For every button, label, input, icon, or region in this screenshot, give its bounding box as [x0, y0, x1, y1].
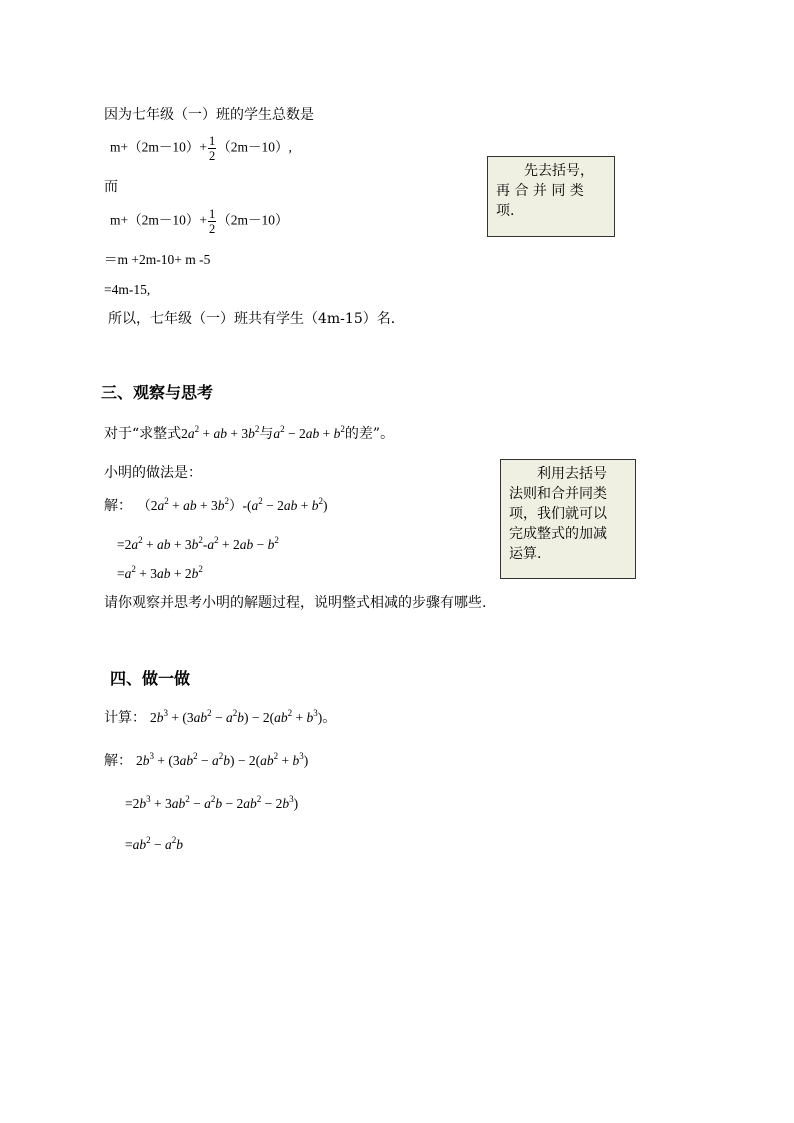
expression-line [110, 207, 289, 236]
step-line: $=2b^3 + 3ab^2 - a^2b - 2ab^2 - 2b^3$) [125, 794, 299, 811]
note-line: 再 合 并 同 类 [496, 183, 584, 199]
note-line: 完成整式的加减 [509, 526, 607, 542]
step-line: $=2a^2$ + ab + $3b^2-a^2 + 2ab - b^2$ [117, 535, 279, 552]
fraction [208, 134, 216, 163]
text-line: 因为七年级（一）班的学生总数是 [104, 107, 314, 123]
section-title: 三、观察与思考 [101, 383, 214, 402]
polynomial-a: $2a^2$ + ab + $3b^2$ [181, 424, 260, 441]
solution-line [104, 751, 308, 771]
expression: （$2a^2$ + ab + $3b^2)-(a^2 - 2ab + b^2)$ [144, 496, 328, 513]
text-line: 而 [104, 179, 118, 195]
fraction-denominator: 2 [208, 149, 216, 163]
text-part: 对于“求整式 [104, 426, 182, 442]
fraction-denominator: 2 [208, 222, 216, 236]
step-line: ＝m +2m-10+ m -5 [104, 252, 211, 267]
solution-label: 解： [104, 753, 132, 769]
expression-line [110, 134, 292, 163]
expression-part: m+（2m－10）+ [110, 212, 207, 228]
fraction [208, 207, 216, 236]
question-line: 请你观察并思考小明的解题过程，说明整式相减的步骤有哪些. [104, 595, 487, 611]
text-line: 小明的做法是： [104, 465, 202, 481]
calc-label: 计算： [104, 710, 146, 726]
note-line: 项，我们就可以 [509, 506, 607, 522]
side-note [487, 156, 615, 237]
expression-part: （2m－10）, [217, 139, 292, 155]
side-note [500, 459, 636, 579]
text-part: 的差”。 [344, 426, 395, 442]
polynomial-b: $a^2 - 2ab + b^2$ [273, 424, 345, 441]
text-part: 与 [259, 426, 274, 442]
note-line: 运算. [509, 546, 542, 562]
section-title: 四、做一做 [110, 669, 191, 688]
expression-part: m+（2m－10）+ [110, 139, 207, 155]
note-line: 法则和合并同类 [509, 486, 607, 502]
expression-part: （2m－10） [217, 212, 289, 228]
fraction-numerator: 1 [208, 134, 216, 148]
step-line: $=ab^2 - a^2b$ [125, 835, 183, 852]
expression: $2b^3 + (3ab^2 - a^2b) - 2(ab^2 + b^3)$ [136, 751, 309, 768]
solution-line [104, 496, 328, 516]
note-line: 先去括号， [524, 163, 594, 179]
solution-label: 解： [104, 498, 132, 514]
step-line: $=a^2 + 3ab + 2b^2$ [117, 564, 203, 581]
note-line: 项. [496, 203, 515, 219]
step-line: =4m-15, [104, 282, 151, 297]
text-part: 。 [322, 710, 337, 726]
calc-line [104, 708, 336, 728]
intro-line [104, 424, 394, 444]
expression: $2b^3 + (3ab^2 - a^2b) - 2(ab^2 + b^3)$ [150, 708, 323, 725]
fraction-numerator: 1 [208, 207, 216, 221]
note-line: 利用去括号 [537, 466, 607, 482]
conclusion-line: 所以，七年级（一）班共有学生（4m-15）名． [108, 311, 405, 327]
